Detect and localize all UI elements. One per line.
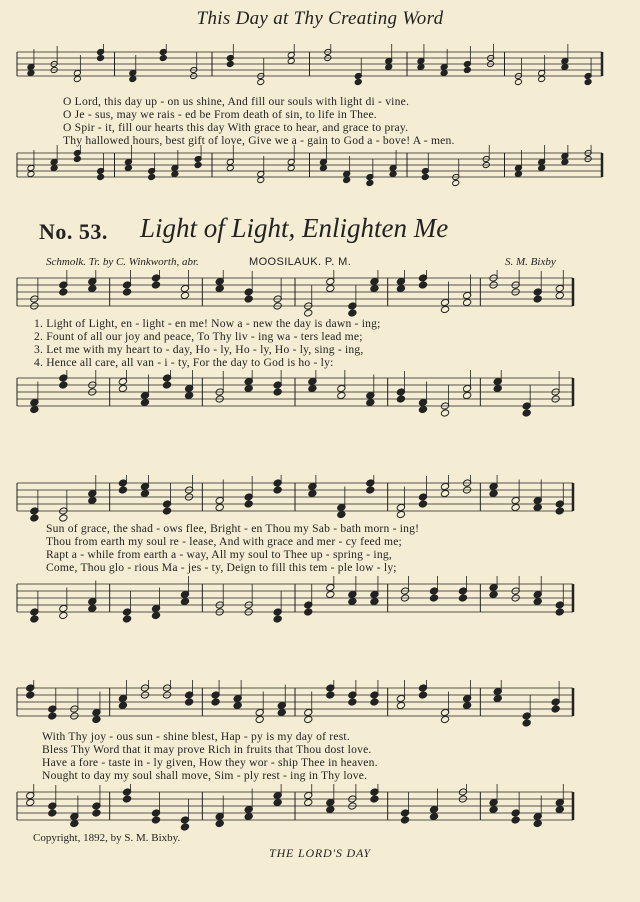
note-head (148, 174, 156, 181)
note-head (584, 79, 592, 86)
note-head (48, 712, 57, 720)
note-head (184, 698, 193, 706)
note-head (551, 705, 560, 713)
lyric-line: Thou from earth my soul re - lease, And with grace and mer - cy feed me; (46, 535, 402, 548)
tune-name: MOOSILAUK. P. M. (249, 256, 352, 268)
note-head (533, 597, 542, 605)
note-head (30, 514, 39, 522)
note-head (27, 70, 35, 77)
note-head (73, 76, 81, 83)
note-head (59, 381, 68, 389)
note-head (97, 174, 105, 181)
note-head (452, 180, 460, 187)
note-head (151, 611, 160, 619)
note-head (458, 594, 467, 602)
note-head (277, 708, 286, 716)
copyright-notice: Copyright, 1892, by S. M. Bixby. (33, 832, 181, 844)
note-head (440, 70, 448, 77)
note-head (159, 55, 167, 62)
note-head (118, 384, 127, 392)
note-head (304, 608, 313, 616)
system3-treble-staff (0, 680, 640, 730)
note-head (151, 281, 160, 289)
note-head (92, 715, 101, 723)
note-head (59, 288, 68, 296)
note-head (463, 67, 471, 74)
note-head (511, 503, 520, 511)
lyric-line: 2. Fount of all our joy and peace, To Thy liv - ing wa - ters lead me; (34, 330, 363, 343)
note-head (326, 691, 335, 699)
system2-bass-staff (0, 576, 640, 636)
note-head (124, 165, 132, 172)
note-head (273, 388, 282, 396)
lyric-line: Nought to day my soul shall move, Sim - ply rest - ing in Thy love. (42, 769, 368, 782)
note-head (88, 284, 97, 292)
note-head (418, 500, 427, 508)
note-head (26, 691, 35, 699)
note-head (226, 165, 234, 172)
note-head (429, 594, 438, 602)
top-bass-staff (0, 145, 640, 195)
staff-lines (17, 680, 573, 727)
note-head (366, 180, 374, 187)
note-head (396, 510, 405, 518)
lyric-line: 3. Let me with my heart to - day, Ho - ly, Ho - ly, Ho - ly, sing - ing, (34, 343, 364, 356)
note-head (244, 812, 253, 820)
note-head (348, 698, 357, 706)
system1-treble-staff (0, 270, 640, 320)
note-head (273, 798, 282, 806)
note-head (555, 291, 564, 299)
note-head (122, 288, 131, 296)
note-head (533, 503, 542, 511)
lyric-line: O Lord, this day up - on us shine, And fill our souls with light di - vine. (63, 95, 410, 108)
lyric-line: O Spir - it, fill our hearts this day With grace to hear, and grace to pray. (63, 121, 409, 134)
note-head (366, 398, 375, 406)
staff-lines (17, 475, 573, 522)
system2-treble-staff (0, 475, 640, 525)
note-head (370, 597, 379, 605)
note-head (326, 805, 335, 813)
note-head (489, 590, 498, 598)
note-head (533, 295, 542, 303)
lyric-line: 1. Light of Light, en - light - en me! Now a - new the day is dawn - ing; (34, 317, 381, 330)
staff-lines (17, 784, 573, 831)
lyric-line: 4. Hence all care, all van - i - ty, For the day to God is ho - ly: (34, 356, 334, 369)
staff-lines (17, 370, 573, 417)
note-head (337, 510, 346, 518)
note-head (343, 177, 351, 184)
note-head (396, 395, 405, 403)
note-head (400, 816, 409, 824)
note-head (462, 298, 471, 306)
note-head (493, 384, 502, 392)
note-head (522, 719, 531, 727)
note-head (88, 604, 97, 612)
note-head (118, 701, 127, 709)
note-head (257, 177, 265, 184)
note-head (50, 165, 58, 172)
note-head (184, 391, 193, 399)
note-head (440, 305, 449, 313)
note-head (462, 701, 471, 709)
note-head (522, 409, 531, 417)
note-head (226, 61, 234, 68)
note-head (88, 496, 97, 504)
note-head (308, 384, 317, 392)
note-head (162, 507, 171, 515)
note-head (538, 76, 546, 83)
note-head (257, 79, 265, 86)
note-head (370, 795, 379, 803)
note-head (215, 284, 224, 292)
lyric-line: Bless Thy Word that it may prove Rich in fruits that Thou dost love. (42, 743, 372, 756)
note-head (561, 159, 569, 166)
note-head (354, 79, 362, 86)
note-head (162, 381, 171, 389)
note-head (489, 805, 498, 813)
staff-lines (17, 576, 573, 623)
note-head (348, 597, 357, 605)
note-head (140, 489, 149, 497)
note-head (385, 64, 393, 71)
note-head (194, 162, 202, 169)
lyric-line: Have a fore - taste in - ly given, How they wor - ship Thee in heaven. (42, 756, 378, 769)
note-head (319, 165, 327, 172)
note-head (180, 597, 189, 605)
note-head (462, 391, 471, 399)
note-head (440, 489, 449, 497)
note-head (304, 309, 313, 317)
note-head (26, 798, 35, 806)
system1-bass-staff (0, 370, 640, 430)
note-head (171, 171, 179, 178)
note-head (30, 615, 39, 623)
note-head (418, 281, 427, 289)
lyric-line: Rapt a - while from earth a - way, All my soul to Thee up - spring - ing, (46, 548, 392, 561)
section-footer: THE LORD'S DAY (269, 846, 371, 860)
staff-lines (17, 145, 602, 186)
note-head (326, 284, 335, 292)
note-head (255, 715, 264, 723)
note-head (440, 715, 449, 723)
note-head (348, 309, 357, 317)
note-head (555, 805, 564, 813)
lyric-line: With Thy joy - ous sun - shine blest, Hap - py is my day of rest. (42, 730, 350, 743)
note-head (489, 489, 498, 497)
note-head (244, 295, 253, 303)
note-head (215, 503, 224, 511)
top-treble-staff (0, 44, 640, 94)
lyric-line: O Je - sus, may we rais - ed be From death of sin, to life in Thee. (63, 108, 377, 121)
note-head (287, 58, 295, 65)
note-head (396, 701, 405, 709)
lyric-line: Come, Thou glo - rious Ma - jes - ty, Deign to fill this tem - ple low - ly; (46, 561, 397, 574)
note-head (92, 809, 101, 817)
note-head (122, 795, 131, 803)
hymn-title: Light of Light, Enlighten Me (140, 213, 449, 243)
note-head (70, 819, 79, 827)
note-head (244, 384, 253, 392)
note-head (304, 715, 313, 723)
note-head (180, 291, 189, 299)
note-head (30, 405, 39, 413)
note-head (244, 500, 253, 508)
note-head (211, 698, 220, 706)
note-head (273, 486, 282, 494)
note-head (421, 174, 429, 181)
note-head (366, 486, 375, 494)
note-head (561, 64, 569, 71)
system3-bass-staff (0, 784, 640, 834)
note-head (59, 514, 68, 522)
note-head (122, 615, 131, 623)
staff-lines (17, 270, 573, 317)
note-head (308, 489, 317, 497)
note-head (59, 611, 68, 619)
author-credit: Schmolk. Tr. by C. Winkworth, abr. (46, 256, 199, 268)
note-head (129, 76, 137, 83)
note-head (180, 823, 189, 831)
note-head (440, 409, 449, 417)
lyric-line: Thy hallowed hours, best gift of love, Give we a - gain to God a - bove! A - men. (63, 134, 455, 147)
staff-lines (17, 44, 602, 85)
note-head (538, 165, 546, 172)
note-head (326, 590, 335, 598)
note-head (389, 171, 397, 178)
note-head (370, 698, 379, 706)
note-head (511, 816, 520, 824)
note-head (73, 156, 81, 163)
note-head (140, 398, 149, 406)
note-head (287, 165, 295, 172)
note-head (304, 798, 313, 806)
note-head (48, 809, 57, 817)
note-head (514, 171, 522, 178)
note-head (151, 816, 160, 824)
note-head (97, 55, 105, 62)
note-head (370, 284, 379, 292)
note-head (273, 615, 282, 623)
note-head (417, 64, 425, 71)
lyric-line: Sun of grace, the shad - ows flee, Bright - en Thou my Sab - bath morn - ing! (46, 522, 420, 535)
composer-credit: S. M. Bixby (505, 256, 556, 268)
note-head (493, 694, 502, 702)
note-head (27, 171, 35, 178)
note-head (533, 819, 542, 827)
note-head (429, 812, 438, 820)
note-head (418, 405, 427, 413)
note-head (514, 79, 522, 86)
note-head (215, 819, 224, 827)
note-head (418, 691, 427, 699)
note-head (555, 507, 564, 515)
note-head (555, 608, 564, 616)
note-head (118, 486, 127, 494)
note-head (396, 284, 405, 292)
top-hymn-title: This Day at Thy Creating Word (196, 8, 444, 29)
note-head (233, 701, 242, 709)
hymn-number: No. 53. (39, 219, 108, 244)
note-head (337, 391, 346, 399)
